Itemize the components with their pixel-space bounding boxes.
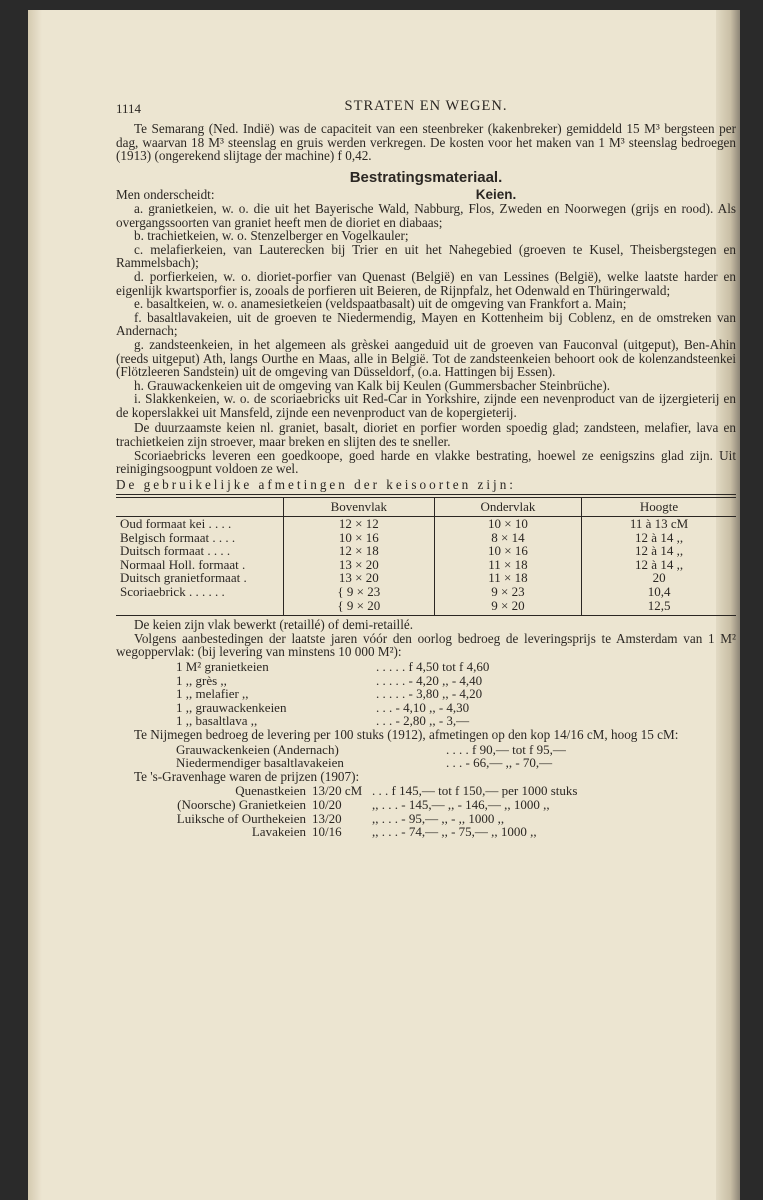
- table-cell: 10 × 16: [283, 531, 434, 545]
- price-list-nijmegen: [116, 743, 736, 770]
- table-cell: 12 à 14 ,,: [582, 558, 736, 572]
- list-item: b. trachietkeien, w. o. Stenzelberger en Vogelkauler;: [134, 228, 409, 244]
- list-item: g. zandsteenkeien, in het algemeen als grèskei aangeduid uit de groeven van Fauconval (uitgeput), Ben-Ahin (reeds uitgeput) Ath, langs Ourthe en Maas, alle in België. Tot de zandsteenkeien behoort ook de kolenzandsteenkei (Flötzleeren Sandstein) uit de omgeving van Düsseldorf, (o.a. Hattingen bij Essen).: [116, 336, 736, 380]
- table-cell: [116, 599, 283, 616]
- table-top-rule: [116, 494, 736, 495]
- paragraph-gravenhage: Te 's-Gravenhage waren de prijzen (1907):: [134, 768, 360, 784]
- list-item: c. melafierkeien, van Lauterecken bij Trier en uit het Nahegebied (groeven te Kusel, Theisbergstegen en Rammelsbach);: [116, 241, 736, 271]
- onderscheid-label: Men onderscheidt:: [116, 187, 215, 203]
- table-cell: { 9 × 20: [283, 599, 434, 616]
- page-edge-shadow: [28, 10, 42, 1200]
- table-header-row: [116, 498, 736, 517]
- table-row: [116, 571, 736, 585]
- table-cell: 10 × 10: [434, 517, 581, 531]
- price-label: 1 ,, basaltlava ,,: [176, 713, 258, 729]
- price-value: . . . . . - 4,20 ,, - 4,40: [376, 672, 483, 688]
- price-row: [116, 660, 736, 674]
- table-cell: 12 à 14 ,,: [582, 544, 736, 558]
- page-header: [116, 98, 736, 122]
- paragraph-nijmegen: Te Nijmegen bedroeg de levering per 100 stuks (1912), afmetingen op den kop 14/16 cM, hoog 15 cM:: [134, 726, 679, 742]
- table-cell: Oud formaat kei . . . .: [120, 516, 232, 532]
- list-item: d. porfierkeien, w. o. dioriet-porfier van Quenast (België) en van Lessines (België), welke laatste harder en eigenlijk kwartsporfier is, zooals de porfieren uit Beieren, de Rijnpfalz, het Odenwald en Thüringerwald;: [116, 268, 736, 298]
- price-value: . . . - 4,10 ,, - 4,30: [376, 699, 470, 715]
- stone-name: Luiksche of Ourthekeien: [176, 810, 306, 826]
- price-row: [116, 714, 736, 728]
- price-list-gravenhage: [116, 784, 736, 838]
- paragraph-scoriaebricks: Scoriaebricks leveren een goedkoope, goed harde en vlakke bestrating, hoewel ze eenigszins glad zijn. Uit reinigingsoogpunt voldoen ze wel.: [116, 447, 736, 477]
- stone-size: 10/16: [312, 824, 342, 840]
- table-caption: De gebruikelijke afmetingen der keisoorten zijn:: [116, 476, 516, 492]
- price-label: 1 M² granietkeien: [176, 658, 269, 674]
- price-row: [116, 825, 736, 839]
- price-value: . . . f 145,— tot f 150,— per 1000 stuks: [372, 783, 578, 799]
- page-text: [116, 98, 736, 839]
- table-cell: 12,5: [582, 599, 736, 616]
- table-cell: 9 × 20: [434, 599, 581, 616]
- stone-name: Lavakeien: [251, 824, 306, 840]
- price-row: [116, 784, 736, 798]
- table-row: [116, 558, 736, 572]
- table-cell: 9 × 23: [434, 585, 581, 599]
- table-row: [116, 585, 736, 599]
- table-cell: Duitsch formaat . . . .: [120, 543, 231, 559]
- stone-size: 13/20: [312, 810, 342, 826]
- table-row: [116, 517, 736, 531]
- price-value: . . . . . f 4,50 tot f 4,60: [376, 658, 490, 674]
- subsection-title: Keien.: [475, 187, 517, 203]
- price-row: [116, 756, 736, 770]
- table-cell: 10 × 16: [434, 544, 581, 558]
- running-title: STRATEN EN WEGEN.: [344, 98, 508, 114]
- header-cell: Bovenvlak: [283, 498, 434, 517]
- intro-paragraph: Te Semarang (Ned. Indië) was de capaciteit van een steenbreker (kakenbreker) gemiddeld 15 M³ bergsteen per dag, waarvan 18 M³ steenslag en gruis werden verkregen. De kosten voor het maken van 1 M³ steenslag bedroegen (1913) (ongerekend slijtage der machine) f 0,42.: [116, 121, 736, 164]
- table-cell: 10,4: [582, 585, 736, 599]
- price-row: [116, 687, 736, 701]
- price-value: ,, . . . - 95,— ,, - ,, 1000 ,,: [372, 810, 505, 826]
- price-label: Niedermendiger basaltlavakeien: [176, 755, 344, 771]
- table-cell: { 9 × 23: [283, 585, 434, 599]
- table-cell: Belgisch formaat . . . .: [120, 529, 236, 545]
- table-cell: Normaal Holl. formaat .: [120, 556, 246, 572]
- paragraph-volgens: Volgens aanbestedingen der laatste jaren vóór den oorlog bedroeg de leveringsprijs te Amsterdam van 1 M² wegoppervlak: (bij levering van minstens 10 000 M²):: [116, 630, 736, 660]
- header-cell: Hoogte: [582, 498, 736, 517]
- price-label: 1 ,, melafier ,,: [176, 686, 249, 702]
- price-label: Grauwackenkeien (Andernach): [176, 741, 339, 757]
- table-cell: 11 × 18: [434, 558, 581, 572]
- table-cell: 13 × 20: [283, 571, 434, 585]
- header-cell: Ondervlak: [434, 498, 581, 517]
- price-row: [116, 798, 736, 812]
- price-value: ,, . . . - 74,— ,, - 75,— ,, 1000 ,,: [372, 824, 537, 840]
- book-page: [28, 10, 740, 1200]
- list-item: i. Slakkenkeien, w. o. de scoriaebricks uit Red-Car in Yorkshire, zijnde een nevenproduct van de ijzergieterij en de koperslakkei uit Mansfeld, zijnde een nevenproduct van de kopergieterij.: [116, 391, 736, 420]
- table-cell: 12 × 12: [283, 517, 434, 531]
- price-row: [116, 674, 736, 688]
- stone-name: Quenastkeien: [235, 783, 306, 799]
- price-value: ,, . . . - 145,— ,, - 146,— ,, 1000 ,,: [372, 796, 550, 812]
- section-title: Bestratingsmateriaal.: [349, 168, 503, 186]
- price-row: [116, 812, 736, 826]
- page-number: 1114: [116, 101, 142, 116]
- table-cell: 11 à 13 cM: [582, 517, 736, 531]
- table-row: [116, 599, 736, 616]
- table-cell: Scoriaebrick . . . . . .: [120, 584, 225, 599]
- list-item: h. Grauwackenkeien uit de omgeving van Kalk bij Keulen (Gummersbacher Steinbrüche).: [134, 377, 611, 393]
- list-item: a. granietkeien, w. o. die uit het Bayerische Wald, Nabburg, Flos, Zweden en Noorwegen (grijs en rood). Als overgangssoorten van graniet heeft men de dioriet en diabaas;: [116, 200, 736, 230]
- subheading-row: [116, 188, 736, 202]
- header-cell: [116, 498, 283, 517]
- price-value: . . . . . - 3,80 ,, - 4,20: [376, 686, 483, 702]
- stone-size: 10/20: [312, 796, 342, 812]
- price-row: [116, 743, 736, 757]
- paragraph-duurzaamste: De duurzaamste keien nl. graniet, basalt, dioriet en porfier worden spoedig glad; zandsteen, melafier, lava en trachietkeien zijn stroever, maar breken en slijten des te sneller.: [116, 420, 736, 450]
- table-cell: 12 × 18: [283, 544, 434, 558]
- price-value: . . . - 66,— ,, - 70,—: [446, 755, 553, 771]
- table-cell: Duitsch granietformaat .: [120, 570, 247, 586]
- price-label: 1 ,, grauwackenkeien: [176, 699, 287, 715]
- price-row: [116, 701, 736, 715]
- price-label: 1 ,, grès ,,: [176, 672, 227, 688]
- paragraph-bewerkt: De keien zijn vlak bewerkt (retaillé) of demi-retaillé.: [134, 617, 414, 633]
- price-value: . . . . f 90,— tot f 95,—: [446, 741, 566, 757]
- stone-name: (Noorsche) Granietkeien: [177, 796, 306, 812]
- price-value: . . . - 2,80 ,, - 3,—: [376, 713, 470, 729]
- price-list-amsterdam: [116, 660, 736, 728]
- table-row: [116, 544, 736, 558]
- list-item: f. basaltlavakeien, uit de groeven te Niedermendig, Mayen en Kottenheim bij Coblenz, en de omstreken van Andernach;: [116, 309, 736, 339]
- table-row: [116, 531, 736, 545]
- table-cell: 20: [582, 571, 736, 585]
- table-cell: 12 à 14 ,,: [582, 531, 736, 545]
- table-cell: 8 × 14: [434, 531, 581, 545]
- table-cell: 13 × 20: [283, 558, 434, 572]
- dimensions-table: [116, 497, 736, 616]
- list-item: e. basaltkeien, w. o. anamesietkeien (veldspaatbasalt) uit de omgeving van Frankfort a. Main;: [134, 296, 627, 312]
- stone-size: 13/20 cM: [312, 783, 363, 799]
- table-cell: 11 × 18: [434, 571, 581, 585]
